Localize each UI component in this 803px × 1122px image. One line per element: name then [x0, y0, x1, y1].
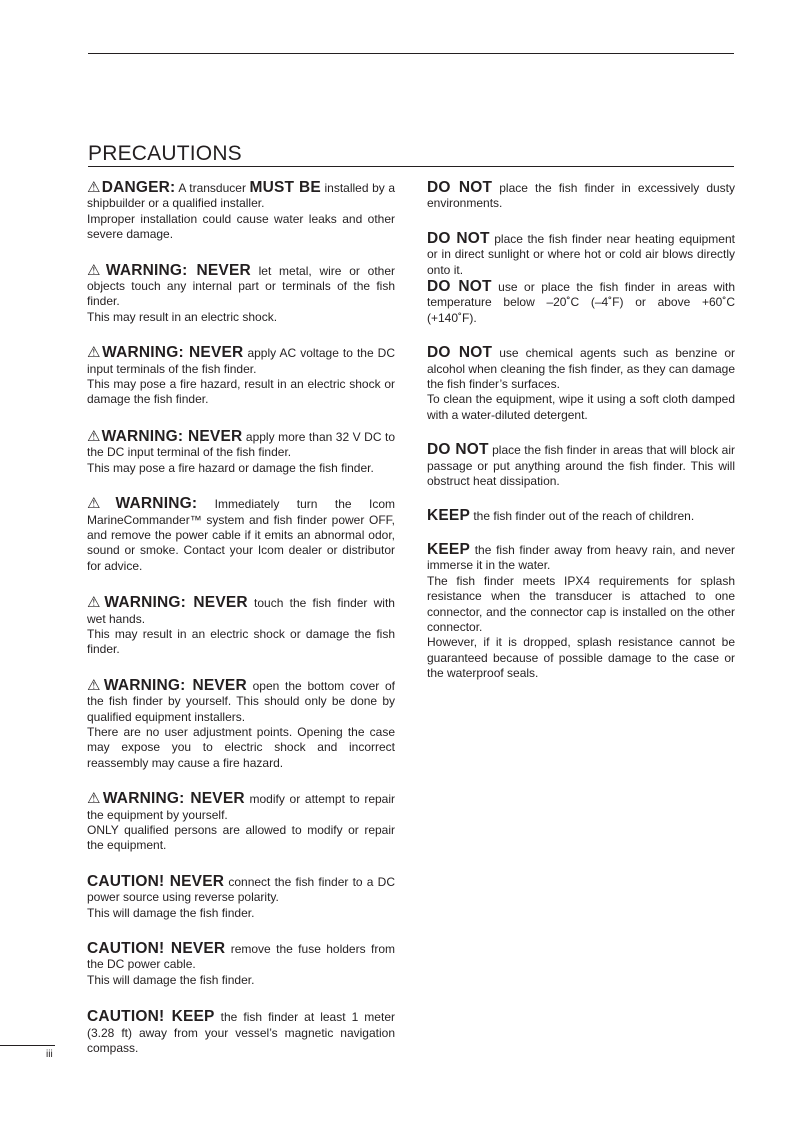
precaution-lead: WARNING: NEVER [102, 344, 244, 362]
precaution-item [427, 345, 735, 423]
precaution-text: There are no user adjustment points. Opening the case may expose you to electric shock and incorrect reassembly may cause a fire hazard. [87, 724, 395, 770]
precaution-text: use chemical agents such as benzine or alcohol when cleaning the fish finder, as they can damage the fish finder’s surfaces. [427, 346, 735, 392]
precaution-text: The fish finder meets IPX4 requirements for splash resistance when the transducer is attached to one connector, and the connector cap is installed on the other connector. [427, 573, 735, 634]
precaution-item [87, 874, 395, 921]
precaution-item [87, 180, 395, 243]
precaution-text: place the fish finder in excessively dusty environments. [427, 181, 735, 211]
precaution-lead: CAUTION! NEVER [87, 940, 226, 958]
precaution-text: Immediately turn the Icom MarineCommander™ system and fish finder power OFF, and remove the power cable if it emits an abnormal odor, sound or smoke. Contact your Icom dealer or distributor for advice. [87, 497, 395, 573]
precaution-lead: DO NOT [427, 179, 493, 196]
precaution-lead: WARNING: NEVER [104, 594, 248, 612]
warning-triangle-icon: ⚠ [87, 495, 115, 513]
precaution-lead: WARNING: NEVER [105, 261, 251, 279]
left-column [87, 180, 395, 1056]
precaution-text: remove the fuse holders from the DC power cable. [87, 942, 395, 972]
top-rule [88, 53, 734, 54]
precaution-item [87, 791, 395, 854]
precaution-text: However, if it is dropped, splash resistance cannot be guaranteed because of possible damage to the case or the waterproof seals. [427, 635, 735, 681]
precaution-item [427, 542, 735, 682]
precaution-text: touch the fish finder with wet hands. [87, 596, 395, 626]
page-number: iii [46, 1049, 53, 1060]
precaution-item [427, 279, 735, 326]
precaution-text: This may pose a fire hazard, result in an electric shock or damage the fish finder. [87, 377, 395, 407]
precaution-lead: KEEP [427, 540, 471, 558]
precaution-lead: CAUTION! NEVER [87, 872, 225, 890]
precaution-text: open the bottom cover of the fish finder by yourself. This should only be done by qualified equipment installers. [87, 678, 395, 724]
precaution-item [87, 595, 395, 658]
precaution-lead: DO NOT [427, 278, 492, 296]
precaution-text: apply AC voltage to the DC input terminals of the fish finder. [87, 346, 395, 376]
precaution-text: modify or attempt to repair the equipment by yourself. [87, 792, 396, 822]
precaution-item [87, 429, 395, 476]
precaution-text: the fish finder at least 1 meter (3.28 ft) away from your vessel’s magnetic navigation compass. [87, 1010, 395, 1056]
warning-triangle-icon: ⚠ [87, 676, 103, 694]
precaution-text: This may result in an electric shock. [87, 309, 278, 324]
precaution-text: place the fish finder in areas that will block air passage or put anything around the fish finder. This will obstruct heat dissipation. [427, 443, 735, 489]
precaution-text: ONLY qualified persons are allowed to modify or repair the equipment. [87, 823, 395, 853]
precaution-text: the fish finder away from heavy rain, and never immerse it in the water. [427, 542, 735, 573]
precaution-text: place the fish finder near heating equipment or in direct sunlight or where hot or cold air blows directly onto it. [427, 231, 735, 277]
emphasis-text: MUST BE [249, 179, 321, 196]
precaution-text: Improper installation could cause water leaks and other severe damage. [87, 211, 395, 242]
precaution-text: installed by a shipbuilder or a qualified installer. [87, 181, 395, 211]
precaution-lead: DO NOT [427, 441, 489, 459]
right-column [427, 180, 735, 682]
precaution-lead: WARNING: [115, 495, 198, 513]
precaution-lead: WARNING: NEVER [102, 790, 245, 808]
page-title: PRECAUTIONS [88, 142, 242, 165]
precaution-item [427, 231, 735, 278]
warning-triangle-icon: ⚠ [87, 427, 101, 445]
footer-rule [0, 1045, 55, 1046]
warning-triangle-icon: ⚠ [87, 790, 102, 808]
precaution-item [87, 496, 395, 574]
warning-triangle-icon: ⚠ [87, 261, 105, 279]
precaution-item [87, 1009, 395, 1056]
precaution-text: This will damage the fish finder. [87, 972, 255, 987]
precaution-text: let metal, wire or other objects touch any internal part or terminals of the fish finder. [87, 263, 395, 309]
precaution-lead: KEEP [427, 506, 471, 524]
title-rule [88, 166, 734, 167]
precaution-text: This may pose a fire hazard or damage the fish finder. [87, 460, 374, 475]
precaution-lead: DO NOT [427, 229, 490, 247]
precaution-text: To clean the equipment, wipe it using a soft cloth damped with a water-diluted detergent. [427, 392, 735, 422]
precaution-item [87, 678, 395, 771]
precaution-item [87, 263, 395, 326]
precaution-item [87, 941, 395, 988]
precaution-text: the fish finder out of the reach of children. [470, 508, 695, 523]
precaution-lead: WARNING: NEVER [103, 676, 247, 694]
precaution-item [427, 442, 735, 489]
precaution-lead: WARNING: NEVER [101, 427, 243, 445]
precaution-lead: DO NOT [427, 344, 493, 362]
precaution-text: use or place the fish finder in areas with temperature below –20˚C (–4˚F) or above +60˚C (+140˚F). [427, 280, 735, 325]
precaution-item [87, 345, 395, 408]
precaution-text: apply more than 32 V DC to the DC input terminal of the fish finder. [87, 429, 395, 460]
precaution-text: This will damage the fish finder. [87, 905, 255, 920]
precaution-text: connect the fish finder to a DC power source using reverse polarity. [87, 874, 395, 905]
warning-triangle-icon: ⚠ [87, 594, 104, 612]
warning-triangle-icon: ⚠ [87, 344, 102, 362]
precaution-text: This may result in an electric shock or damage the fish finder. [87, 626, 395, 657]
precaution-lead: CAUTION! KEEP [87, 1008, 215, 1026]
precaution-item [427, 508, 735, 524]
precaution-item [427, 180, 735, 212]
precaution-text: A transducer [175, 181, 250, 195]
warning-triangle-icon: ⚠ [87, 179, 101, 196]
precaution-lead: DANGER: [101, 179, 176, 196]
